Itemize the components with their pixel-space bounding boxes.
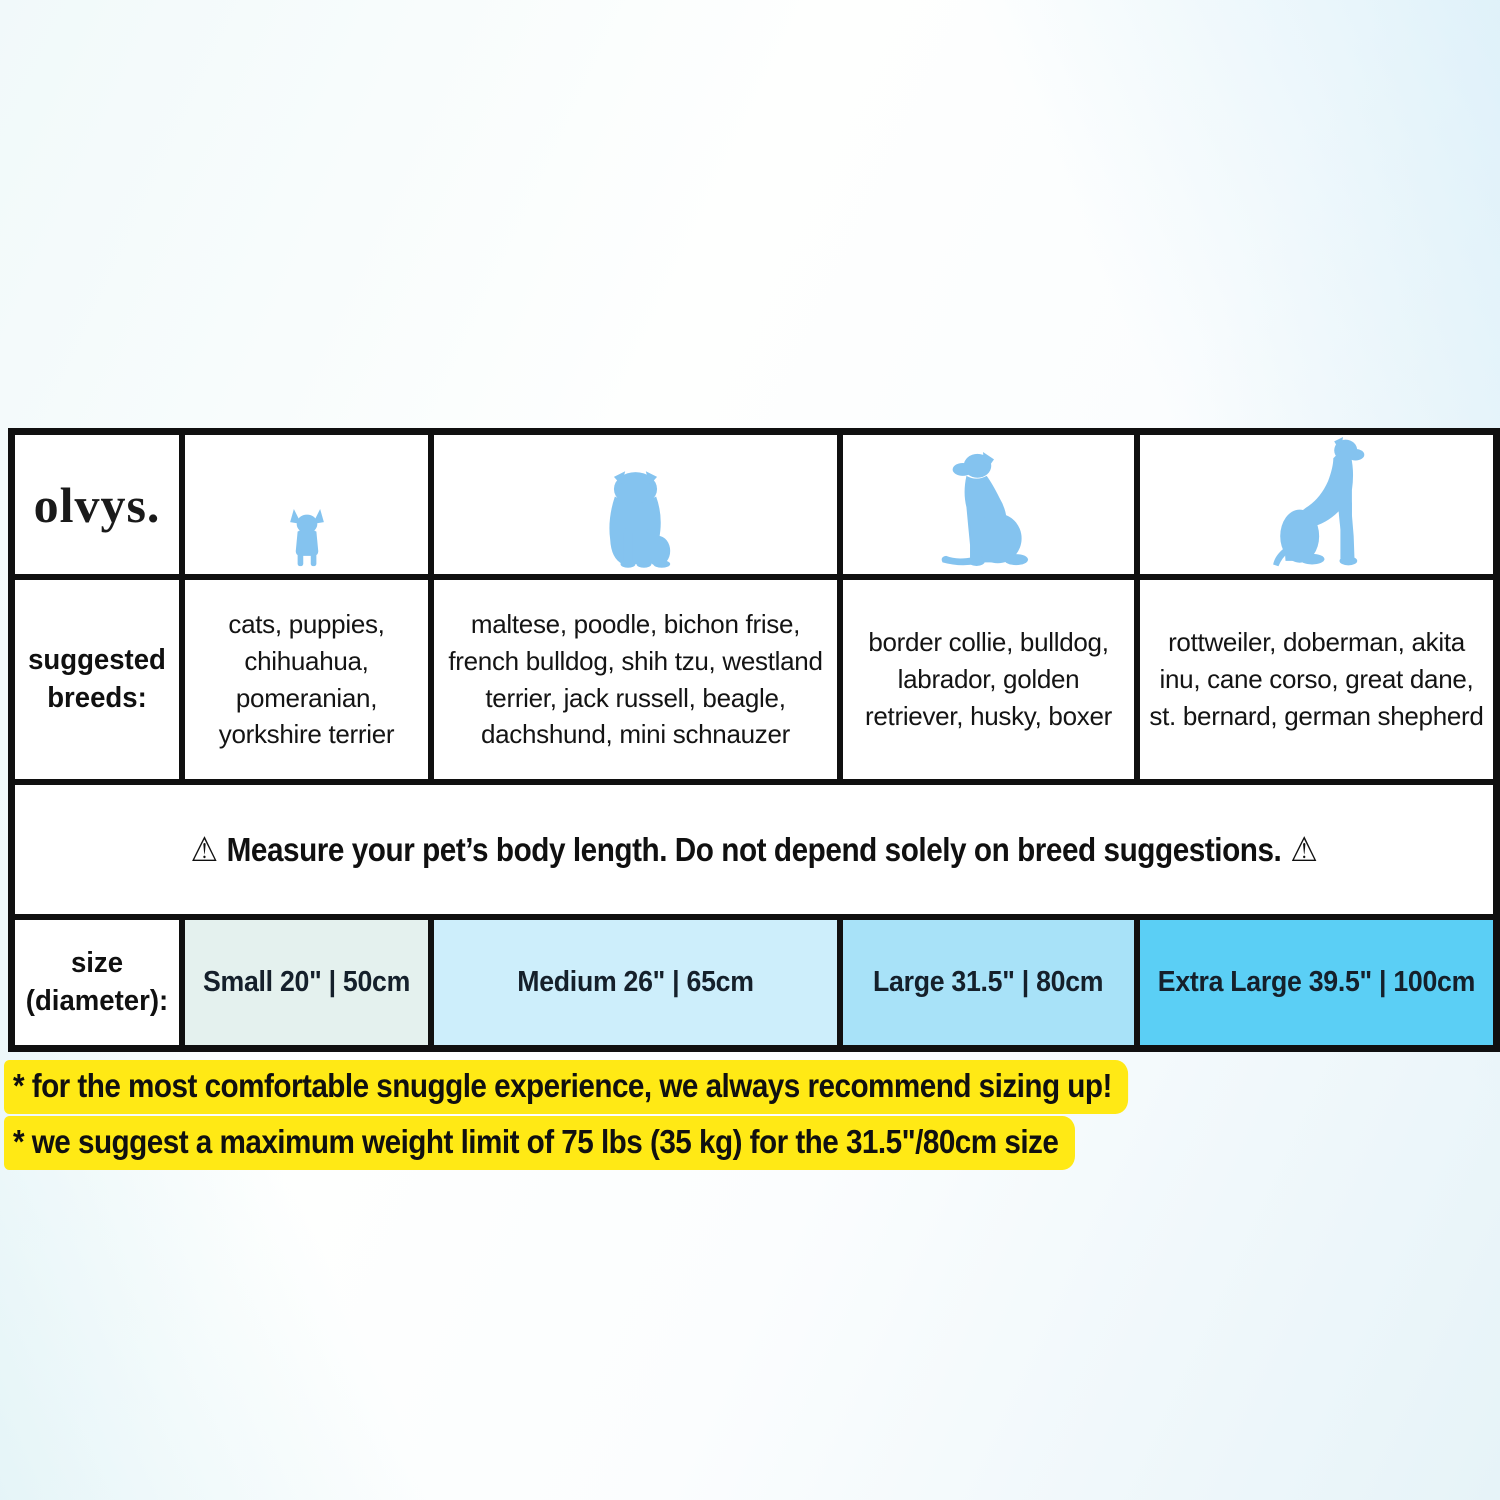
medium-dog-cell xyxy=(434,435,843,580)
small-dog-cell xyxy=(185,435,434,580)
chihuahua-silhouette-icon xyxy=(287,508,327,568)
footnote-sizing-up: * for the most comfortable snuggle experience, we always recommend sizing up! xyxy=(4,1060,1128,1114)
size-chart-table xyxy=(8,428,1500,1052)
breeds-cell-large xyxy=(843,580,1140,785)
breeds-list-xlarge: rottweiler, doberman, akita inu, cane corso, great dane, st. bernard, german shepherd xyxy=(1149,627,1484,731)
size-row-header: size (diameter): xyxy=(25,946,169,1017)
breeds-list-large: border collie, bulldog, labrador, golden retriever, husky, boxer xyxy=(865,627,1112,731)
breeds-list-small: cats, puppies, chihuahua, pomeranian, yorkshire terrier xyxy=(218,608,395,750)
warning-icon: ⚠ xyxy=(190,830,218,869)
breeds-cell-xlarge xyxy=(1140,580,1493,785)
bulldog-silhouette-icon xyxy=(598,470,673,568)
brand-logo: olvys. xyxy=(33,476,161,533)
measure-warning-text: Measure your pet’s body length. Do not depend solely on breed suggestions. xyxy=(226,830,1282,868)
size-cell-medium xyxy=(434,920,843,1045)
size-label-small: Small 20" | 50cm xyxy=(202,966,411,998)
measure-warning xyxy=(182,830,1327,870)
breeds-list-medium: maltese, poodle, bichon frise, french bulldog, shih tzu, westland terrier, jack russell, beagle, dachshund, mini schnauzer xyxy=(448,608,823,750)
size-row-header-cell xyxy=(15,920,185,1045)
size-cell-large xyxy=(843,920,1140,1045)
size-cell-small xyxy=(185,920,434,1045)
sitting-dog-silhouette-icon xyxy=(937,450,1040,568)
great-dane-silhouette-icon xyxy=(1264,437,1369,568)
breeds-cell-small xyxy=(185,580,434,785)
footnotes xyxy=(4,1060,1253,1170)
brand-logo-cell xyxy=(15,435,185,580)
breeds-cell-medium xyxy=(434,580,843,785)
size-label-large: Large 31.5" | 80cm xyxy=(873,966,1104,998)
warning-icon: ⚠ xyxy=(1290,830,1318,869)
breeds-row-header: suggested breeds: xyxy=(28,643,166,714)
size-label-xlarge: Extra Large 39.5" | 100cm xyxy=(1157,966,1476,998)
xlarge-dog-cell xyxy=(1140,435,1493,580)
measure-warning-cell xyxy=(15,785,1493,920)
size-cell-xlarge xyxy=(1140,920,1493,1045)
large-dog-cell xyxy=(843,435,1140,580)
breeds-row-header-cell xyxy=(15,580,185,785)
size-label-medium: Medium 26" | 65cm xyxy=(517,966,754,998)
footnote-weight-limit: * we suggest a maximum weight limit of 75 lbs (35 kg) for the 31.5"/80cm size xyxy=(4,1116,1075,1170)
